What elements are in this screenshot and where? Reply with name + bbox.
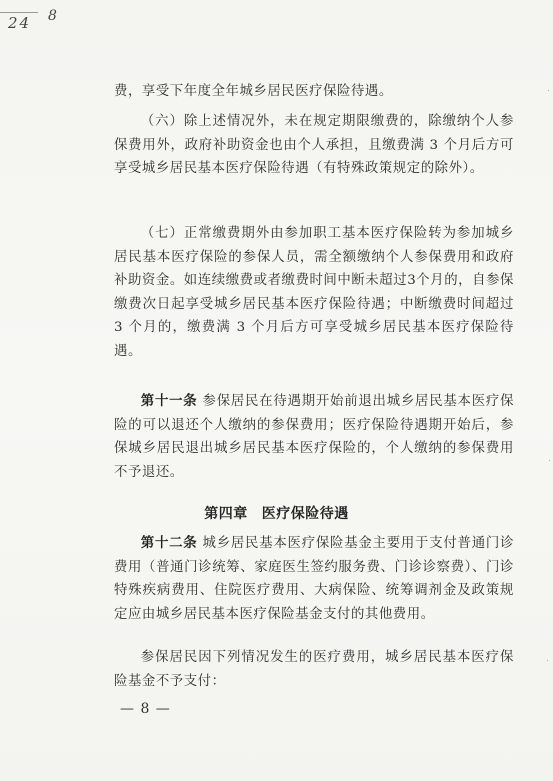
paragraph-item-7: （七）正常缴费期外由参加职工基本医疗保险转为参加城乡居民基本医疗保险的参保人员，需全额缴纳个人参保费用和政府补助资金。如连续缴费或者缴费时间中断未超过3个月的，自参保缴费次日起享受城乡居民基本医疗保险待遇；中断缴费时间超过 3 个月的，缴费满 3 个月后方可享受城乡居民基本医疗保险待遇。 [114, 226, 514, 359]
chapter-number: 第四章 [204, 506, 248, 522]
corner-rule [0, 12, 38, 13]
page-number: — 8 — [120, 701, 171, 717]
article-12-body: 城乡居民基本医疗保险基金主要用于支付普通门诊费用（普通门诊统筹、家庭医生签约服务费、门诊诊察费）、门诊特殊疾病费用、住院医疗费用、大病保险、统筹调剂金及政策规定应由城乡居民基本医疗保险基金支付的其他费用。 [114, 536, 515, 622]
article-12 [114, 532, 514, 626]
paragraph-item-6: （六）除上述情况外，未在规定期限缴费的，除缴纳个人参保费用外，政府补助资金也由个人承担，且缴费满 3 个月后方可享受城乡居民基本医疗保险待遇（有特殊政策规定的除外）。 [114, 114, 514, 177]
paragraph-exclusions-intro: 参保居民因下列情况发生的医疗费用，城乡居民基本医疗保险基金不予支付： [114, 650, 514, 689]
chapter-title: 医疗保险待遇 [261, 506, 349, 522]
handwritten-page-note [8, 8, 59, 32]
handwritten-number: 24 [8, 14, 32, 32]
chapter-heading [0, 503, 553, 523]
paragraph-continuation: 费，享受下年度全年城乡居民医疗保险待遇。 [114, 84, 393, 99]
article-11-body: 参保居民在待遇期开始前退出城乡居民基本医疗保险的可以退还个人缴纳的参保费用；医疗保险待遇期开始后，参保城乡居民退出城乡居民基本医疗保险的，个人缴纳的参保费用不予退还。 [114, 394, 515, 480]
handwritten-page-index: 8 [48, 8, 59, 24]
article-12-title: 第十二条 [140, 536, 198, 551]
article-11 [114, 390, 514, 484]
article-11-title: 第十一条 [140, 394, 198, 409]
